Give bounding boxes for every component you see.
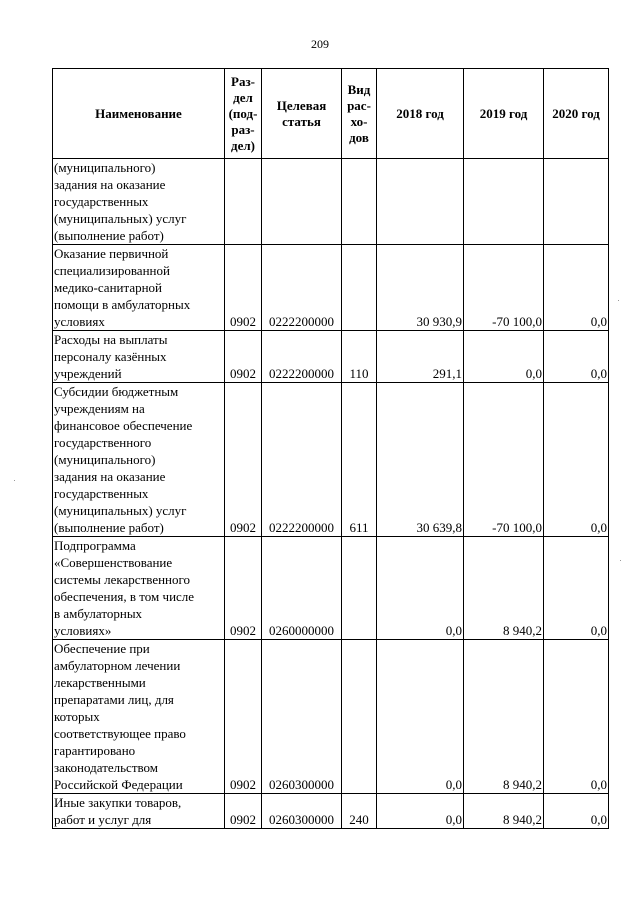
table-row	[53, 245, 609, 331]
table-row	[53, 331, 609, 383]
row-value-2019: 8 940,2	[464, 640, 544, 794]
row-value-2018: 0,0	[377, 537, 464, 640]
row-value-2020: 0,0	[544, 331, 609, 383]
row-expense-type	[342, 159, 377, 245]
scan-speck	[14, 480, 15, 481]
row-value-2018: 0,0	[377, 640, 464, 794]
row-value-2020: 0,0	[544, 537, 609, 640]
budget-table	[52, 68, 609, 829]
row-expense-type	[342, 537, 377, 640]
row-expense-type: 110	[342, 331, 377, 383]
page-number: 209	[311, 37, 329, 51]
row-name: (муниципального) задания на оказание государственных (муниципальных) услуг (выполнение работ)	[53, 159, 225, 245]
row-target	[262, 159, 342, 245]
row-value-2018: 30 639,8	[377, 383, 464, 537]
header-expense-type: Вид рас- хо- дов	[342, 69, 377, 159]
row-target: 0260300000	[262, 794, 342, 829]
row-value-2020: 0,0	[544, 245, 609, 331]
table-row	[53, 383, 609, 537]
row-section: 0902	[225, 331, 262, 383]
row-name: Оказание первичной специализированной медико-санитарной помощи в амбулаторных условиях	[53, 245, 225, 331]
table-row	[53, 794, 609, 829]
row-expense-type	[342, 640, 377, 794]
row-target: 0260300000	[262, 640, 342, 794]
row-name: Обеспечение при амбулаторном лечении лекарственными препаратами лиц, для которых соответствующее право гарантировано законодательством Российской Федерации	[53, 640, 225, 794]
row-value-2020: 0,0	[544, 640, 609, 794]
header-2019: 2019 год	[464, 69, 544, 159]
row-section: 0902	[225, 383, 262, 537]
row-value-2019: -70 100,0	[464, 245, 544, 331]
scan-speck	[618, 300, 619, 301]
row-value-2018: 0,0	[377, 794, 464, 829]
row-value-2020: 0,0	[544, 794, 609, 829]
row-value-2019: 8 940,2	[464, 794, 544, 829]
row-target: 0222200000	[262, 383, 342, 537]
row-target: 0222200000	[262, 331, 342, 383]
header-name: Наименование	[53, 69, 225, 159]
row-name: Подпрограмма «Совершенствование системы лекарственного обеспечения, в том числе в амбулаторных условиях»	[53, 537, 225, 640]
header-section: Раз- дел (под- раз- дел)	[225, 69, 262, 159]
table-header-row	[53, 69, 609, 159]
row-value-2019: 8 940,2	[464, 537, 544, 640]
row-name: Субсидии бюджетным учреждениям на финансовое обеспечение государственного (муниципального) задания на оказание государственных (муниципальных) услуг (выполнение работ)	[53, 383, 225, 537]
table-body	[53, 159, 609, 829]
row-value-2019	[464, 159, 544, 245]
header-target: Целевая статья	[262, 69, 342, 159]
row-value-2019: -70 100,0	[464, 383, 544, 537]
row-target: 0222200000	[262, 245, 342, 331]
table-row	[53, 537, 609, 640]
row-value-2018: 291,1	[377, 331, 464, 383]
table-row	[53, 640, 609, 794]
row-expense-type: 240	[342, 794, 377, 829]
header-2020: 2020 год	[544, 69, 609, 159]
row-name: Иные закупки товаров, работ и услуг для	[53, 794, 225, 829]
row-section: 0902	[225, 794, 262, 829]
scan-speck	[620, 560, 621, 561]
row-value-2018: 30 930,9	[377, 245, 464, 331]
row-section	[225, 159, 262, 245]
row-expense-type	[342, 245, 377, 331]
header-2018: 2018 год	[377, 69, 464, 159]
row-value-2020	[544, 159, 609, 245]
row-target: 0260000000	[262, 537, 342, 640]
row-section: 0902	[225, 245, 262, 331]
row-expense-type: 611	[342, 383, 377, 537]
row-value-2019: 0,0	[464, 331, 544, 383]
table-row	[53, 159, 609, 245]
row-value-2020: 0,0	[544, 383, 609, 537]
row-section: 0902	[225, 537, 262, 640]
row-name: Расходы на выплаты персоналу казённых учреждений	[53, 331, 225, 383]
row-section: 0902	[225, 640, 262, 794]
row-value-2018	[377, 159, 464, 245]
